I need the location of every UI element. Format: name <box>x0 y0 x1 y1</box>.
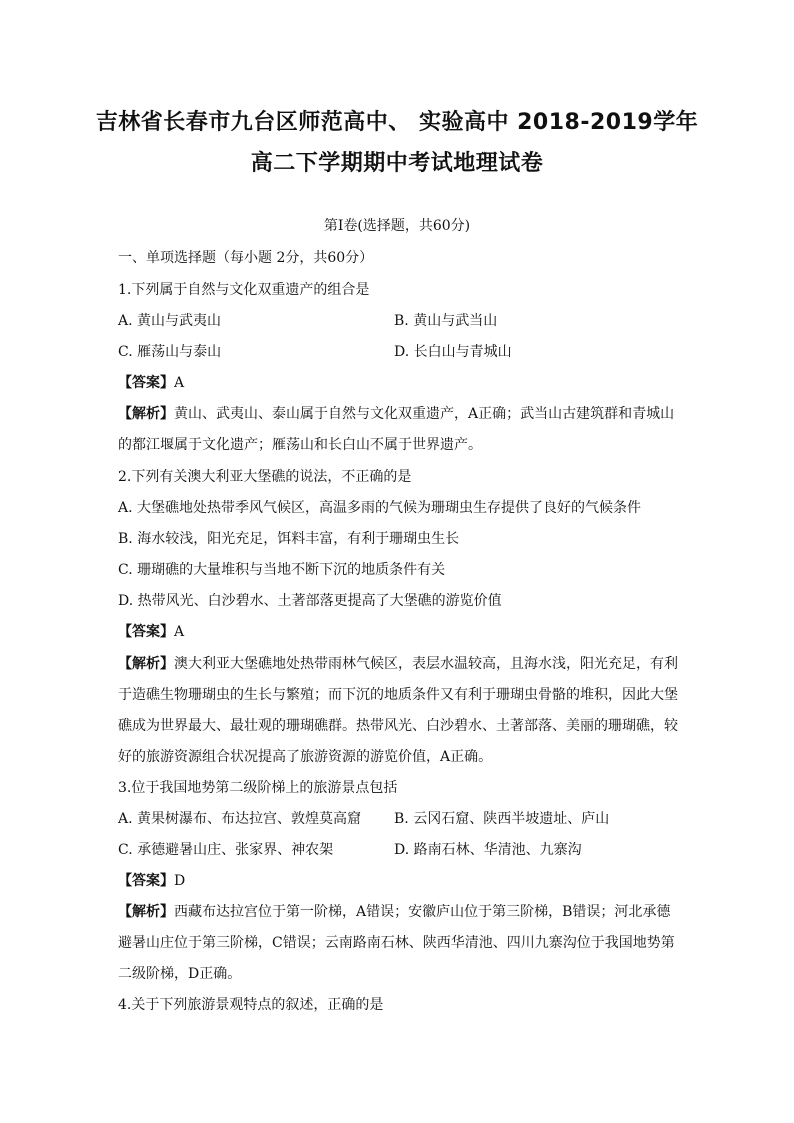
question-3-option-d: D. 路南石林、华清池、九寨沟 <box>394 842 582 858</box>
question-2-option-a: A. 大堡礁地处热带季风气候区，高温多雨的气候为珊瑚虫生存提供了良好的气候条件 <box>118 500 642 516</box>
question-1-analysis-line-2: 的都江堰属于文化遗产；雁荡山和长白山不属于世界遗产。 <box>118 437 482 453</box>
question-3-answer <box>118 871 686 891</box>
analysis-text: 黄山、武夷山、泰山属于自然与文化双重遗产，A正确；武当山古建筑群和青城山 <box>174 406 675 422</box>
question-2-analysis-line-4: 好的旅游资源组合状况提高了旅游资源的游览价值，A正确。 <box>118 749 493 765</box>
answer-tag: 【答案】 <box>118 624 174 640</box>
answer-value: D <box>174 873 186 889</box>
analysis-tag: 【解析】 <box>118 406 174 422</box>
question-1-option-a: A. 黄山与武夷山 <box>118 313 222 329</box>
exam-title-line-1: 吉林省长春市九台区师范高中、 实验高中 2018-2019学年 <box>95 110 699 135</box>
part-heading: 一、单项选择题（每小题 2分，共60分） <box>118 250 374 266</box>
question-1-answer <box>118 373 686 393</box>
analysis-tag: 【解析】 <box>118 904 174 920</box>
question-1-option-c: C. 雁荡山与泰山 <box>118 344 222 360</box>
question-3-option-a: A. 黄果树瀑布、布达拉宫、敦煌莫高窟 <box>118 811 362 827</box>
question-3-analysis-line-3: 二级阶梯，D正确。 <box>118 966 242 982</box>
answer-value: A <box>174 375 185 391</box>
question-3-option-b: B. 云冈石窟、陕西半坡遗址、庐山 <box>394 811 610 827</box>
question-2-option-b: B. 海水较浅，阳光充足，饵料丰富，有利于珊瑚虫生长 <box>118 531 460 547</box>
question-3-analysis-line-2: 避暑山庄位于第三阶梯，C错误；云南路南石林、陕西华清池、四川九寨沟位于我国地势第 <box>118 935 675 951</box>
question-2-analysis-line-2: 于造礁生物珊瑚虫的生长与繁殖；而下沉的地质条件又有利于珊瑚虫骨骼的堆积，因此大堡 <box>118 687 678 703</box>
question-1-option-b: B. 黄山与武当山 <box>394 313 498 329</box>
question-3-analysis-line-1 <box>118 902 686 922</box>
question-2-option-d: D. 热带风光、白沙碧水、土著部落更提高了大堡礁的游览价值 <box>118 593 502 609</box>
question-1-option-d: D. 长白山与青城山 <box>394 344 512 360</box>
question-4-stem: 4.关于下列旅游景观特点的叙述，正确的是 <box>118 997 384 1013</box>
analysis-text: 澳大利亚大堡礁地处热带雨林气候区，表层水温较高，且海水浅，阳光充足，有利 <box>174 656 678 672</box>
answer-value: A <box>174 624 185 640</box>
question-2-analysis-line-3: 礁成为世界最大、最壮观的珊瑚礁群。热带风光、白沙碧水、土著部落、美丽的珊瑚礁，较 <box>118 718 678 734</box>
question-2-answer <box>118 622 686 642</box>
question-2-stem: 2.下列有关澳大利亚大堡礁的说法，不正确的是 <box>118 469 412 485</box>
answer-tag: 【答案】 <box>118 375 174 391</box>
question-3-option-c: C. 承德避暑山庄、张家界、神农架 <box>118 842 334 858</box>
question-1-analysis-line-1 <box>118 404 686 424</box>
section-heading: 第Ⅰ卷(选择题，共60分) <box>323 218 471 234</box>
question-1-stem: 1.下列属于自然与文化双重遗产的组合是 <box>118 282 370 298</box>
analysis-text: 西藏布达拉宫位于第一阶梯，A错误；安徽庐山位于第三阶梯，B错误；河北承德 <box>174 904 671 920</box>
exam-title-line-2: 高二下学期期中考试地理试卷 <box>250 151 544 176</box>
question-3-stem: 3.位于我国地势第二级阶梯上的旅游景点包括 <box>118 780 398 796</box>
analysis-tag: 【解析】 <box>118 656 174 672</box>
question-2-option-c: C. 珊瑚礁的大量堆积与当地不断下沉的地质条件有关 <box>118 562 446 578</box>
answer-tag: 【答案】 <box>118 873 174 889</box>
question-2-analysis-line-1 <box>118 654 686 674</box>
